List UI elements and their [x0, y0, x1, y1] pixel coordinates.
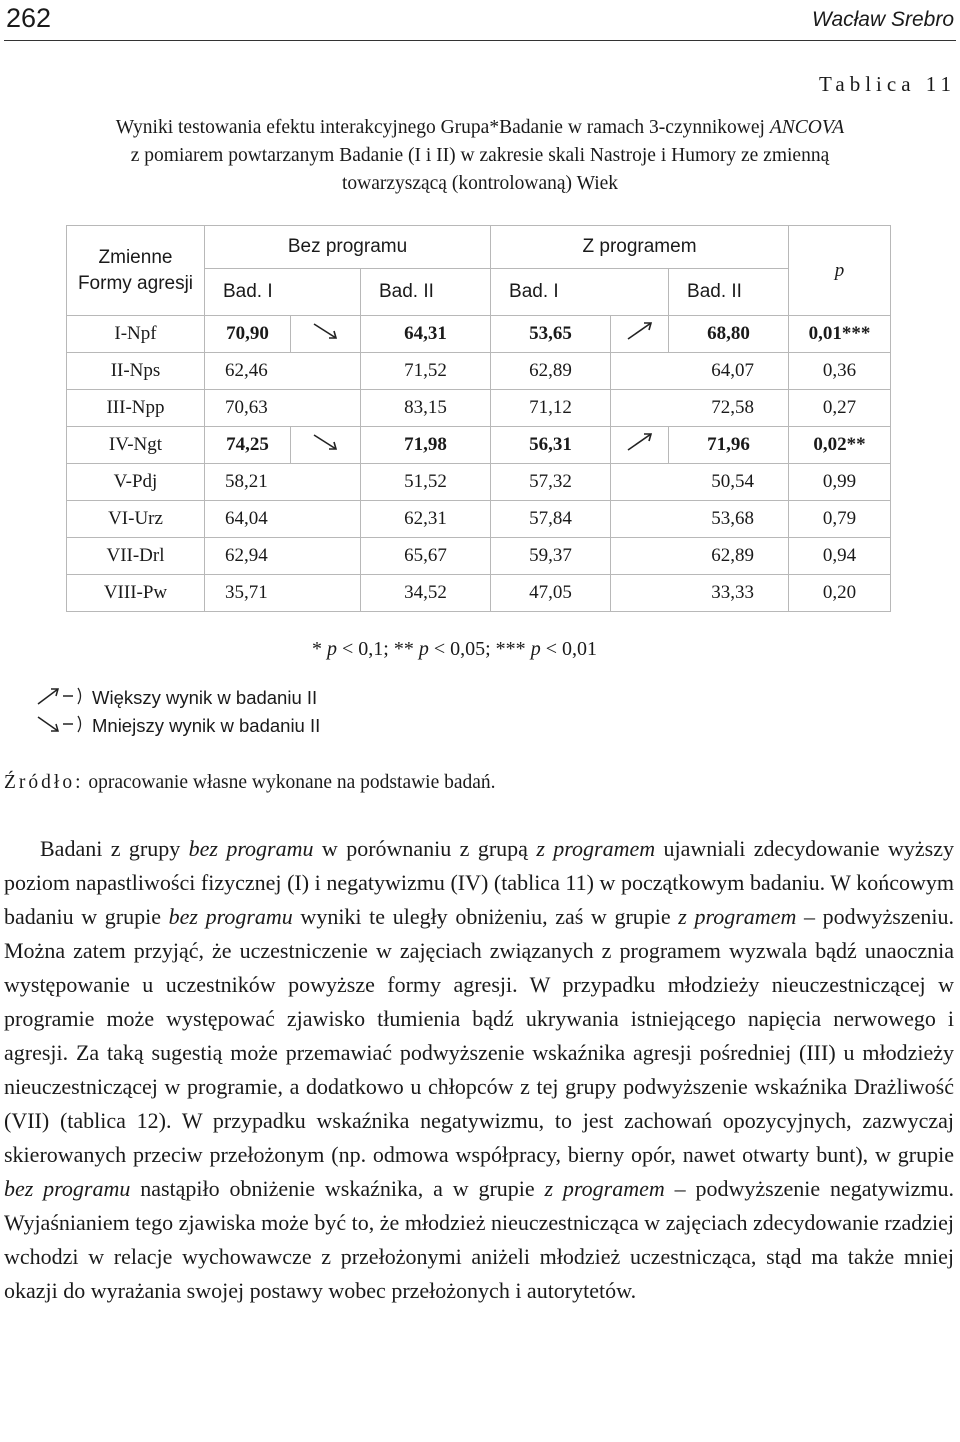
running-header — [4, 0, 956, 41]
row-without-bad-2: 51,52 — [361, 464, 491, 501]
row-arrow-cell-without — [291, 316, 361, 353]
header-p: p — [789, 226, 891, 316]
row-p: 0,20 — [789, 575, 891, 612]
row-without-bad-1: 64,04 — [205, 501, 361, 538]
row-without-bad-2: 65,67 — [361, 538, 491, 575]
row-with-bad-2: 71,96 — [669, 427, 789, 464]
significance-note: * p < 0,1; ** p < 0,05; *** p < 0,01 — [312, 638, 597, 660]
table-row — [67, 538, 891, 575]
row-with-bad-2: 68,80 — [669, 316, 789, 353]
row-without-bad-1: 62,46 — [205, 353, 361, 390]
row-without-bad-2: 71,98 — [361, 427, 491, 464]
row-variable: IV-Ngt — [67, 427, 205, 464]
table-row — [67, 464, 891, 501]
row-with-bad-1: 71,12 — [491, 390, 611, 427]
row-without-bad-1: 62,94 — [205, 538, 361, 575]
row-with-bad-2: 62,89 — [611, 538, 789, 575]
table-row — [67, 353, 891, 390]
row-without-bad-1: 74,25 — [205, 427, 291, 464]
table-row — [67, 501, 891, 538]
arrow-down-icon — [36, 713, 92, 740]
row-p: 0,94 — [789, 538, 891, 575]
arrow-down-icon — [311, 431, 341, 453]
row-without-bad-1: 58,21 — [205, 464, 361, 501]
table-label: Tablica 11 — [819, 72, 956, 96]
table-header-row-1 — [67, 226, 891, 269]
header-with-bad-2: Bad. II — [669, 269, 789, 316]
arrow-up-icon — [625, 320, 655, 342]
header-without-bad-2: Bad. II — [361, 269, 491, 316]
row-variable: VI-Urz — [67, 501, 205, 538]
row-without-bad-1: 70,90 — [205, 316, 291, 353]
arrow-down-icon — [311, 320, 341, 342]
row-without-bad-1: 35,71 — [205, 575, 361, 612]
caption-ancova: ANCOVA — [769, 117, 845, 138]
row-without-bad-2: 34,52 — [361, 575, 491, 612]
legend-row-down — [36, 712, 320, 740]
row-variable: V-Pdj — [67, 464, 205, 501]
table-row — [67, 316, 891, 353]
header-variables: Zmienne Formy agresji — [67, 226, 205, 316]
arrow-up-icon — [36, 685, 92, 712]
row-with-bad-1: 62,89 — [491, 353, 611, 390]
row-without-bad-1: 70,63 — [205, 390, 361, 427]
row-with-bad-1: 59,37 — [491, 538, 611, 575]
row-variable: VII-Drl — [67, 538, 205, 575]
header-group-without-program: Bez programu — [205, 226, 491, 269]
table-row — [67, 390, 891, 427]
legend-up-label: Większy wynik w badaniu II — [92, 687, 318, 708]
row-p: 0,01*** — [789, 316, 891, 353]
row-p: 0,79 — [789, 501, 891, 538]
row-variable: II-Nps — [67, 353, 205, 390]
row-p: 0,27 — [789, 390, 891, 427]
row-with-bad-2: 50,54 — [611, 464, 789, 501]
source-note — [4, 772, 496, 794]
caption-line-2: z pomiarem powtarzanym Badanie (I i II) w zakresie skali Nastroje i Humory ze zmienną — [130, 145, 830, 166]
row-p: 0,02** — [789, 427, 891, 464]
row-with-bad-1: 53,65 — [491, 316, 611, 353]
header-without-bad-1: Bad. I — [205, 269, 361, 316]
row-without-bad-2: 62,31 — [361, 501, 491, 538]
arrow-up-icon — [625, 431, 655, 453]
header-group-with-program: Z programem — [491, 226, 789, 269]
row-variable: I-Npf — [67, 316, 205, 353]
table-row — [67, 427, 891, 464]
row-without-bad-2: 64,31 — [361, 316, 491, 353]
row-with-bad-2: 72,58 — [611, 390, 789, 427]
row-variable: III-Npp — [67, 390, 205, 427]
source-text: opracowanie własne wykonane na podstawie badań. — [83, 772, 496, 793]
page-number: 262 — [6, 3, 52, 33]
row-without-bad-2: 83,15 — [361, 390, 491, 427]
row-p: 0,36 — [789, 353, 891, 390]
row-with-bad-1: 57,84 — [491, 501, 611, 538]
row-arrow-cell-with — [611, 316, 669, 353]
running-author: Wacław Srebro — [812, 8, 954, 31]
row-with-bad-2: 53,68 — [611, 501, 789, 538]
legend-down-label: Mniejszy wynik w badaniu II — [92, 715, 321, 736]
row-with-bad-1: 47,05 — [491, 575, 611, 612]
table-row — [67, 575, 891, 612]
caption-line-1: Wyniki testowania efektu interakcyjnego Grupa*Badanie w ramach 3-czynnikowej ANCOVA — [115, 117, 845, 138]
results-table — [66, 225, 891, 612]
paragraph: Badani z grupy bez programu w porównaniu z grupą z programem ujawniali zdecydowanie wyższy poziom napastliwości fizycznej (I) i negatywizmu (IV) (tablica 11) w początkowym badaniu. W końcowym badaniu w grupie bez programu wyniki te uległy obniżeniu, zaś w grupie z programem – podwyższeniu. Można zatem przyjąć, że uczestniczenie w zajęciach związanych z programem wyzwala bądź unaocznia występowanie u uczestników powyższe formy agresji. W przypadku młodzieży nieuczestniczącej w programie może występować zjawisko tłumienia bądź ukrywania istniejącego napięcia nerwowego i agresji. Za taką sugestią może przemawiać podwyższenie wskaźnika agresji pośredniej (III) u młodzieży nieuczestniczącej w programie, a dodatkowo u chłopców z tej grupy podwyższenie wskaźnika Drażliwość (VII) (tablica 12). W przypadku wskaźnika negatywizmu, to jest zachowań opozycyjnych, zazwyczaj skierowanych przeciw przełożonym (np. odmowa współpracy, bierny opór, nawet otwarty bunt), w grupie bez programu nastąpiło obniżenie wskaźnika, a w grupie z programem – podwyższenie negatywizmu. Wyjaśnianiem tego zjawiska może być to, że młodzież nieuczestnicząca w zajęciach zdecydowanie rzadziej wchodzi w relacje wychowawcze z przełożonymi aniżeli młodzież uczestnicząca, stąd ma także mniej okazji do wyrażania swojej postawy wobec przełożonych i autorytetów. — [4, 836, 954, 1303]
row-with-bad-2: 33,33 — [611, 575, 789, 612]
arrow-legend — [36, 684, 320, 740]
row-without-bad-2: 71,52 — [361, 353, 491, 390]
row-arrow-cell-with — [611, 427, 669, 464]
row-variable: VIII-Pw — [67, 575, 205, 612]
source-label: Źródło: — [4, 772, 84, 793]
header-with-bad-1: Bad. I — [491, 269, 669, 316]
table-caption — [30, 114, 930, 198]
row-with-bad-1: 56,31 — [491, 427, 611, 464]
legend-row-up — [36, 684, 320, 712]
row-arrow-cell-without — [291, 427, 361, 464]
body-paragraph — [4, 832, 954, 1308]
row-p: 0,99 — [789, 464, 891, 501]
row-with-bad-1: 57,32 — [491, 464, 611, 501]
caption-line-3: towarzyszącą (kontrolowaną) Wiek — [341, 173, 619, 194]
row-with-bad-2: 64,07 — [611, 353, 789, 390]
